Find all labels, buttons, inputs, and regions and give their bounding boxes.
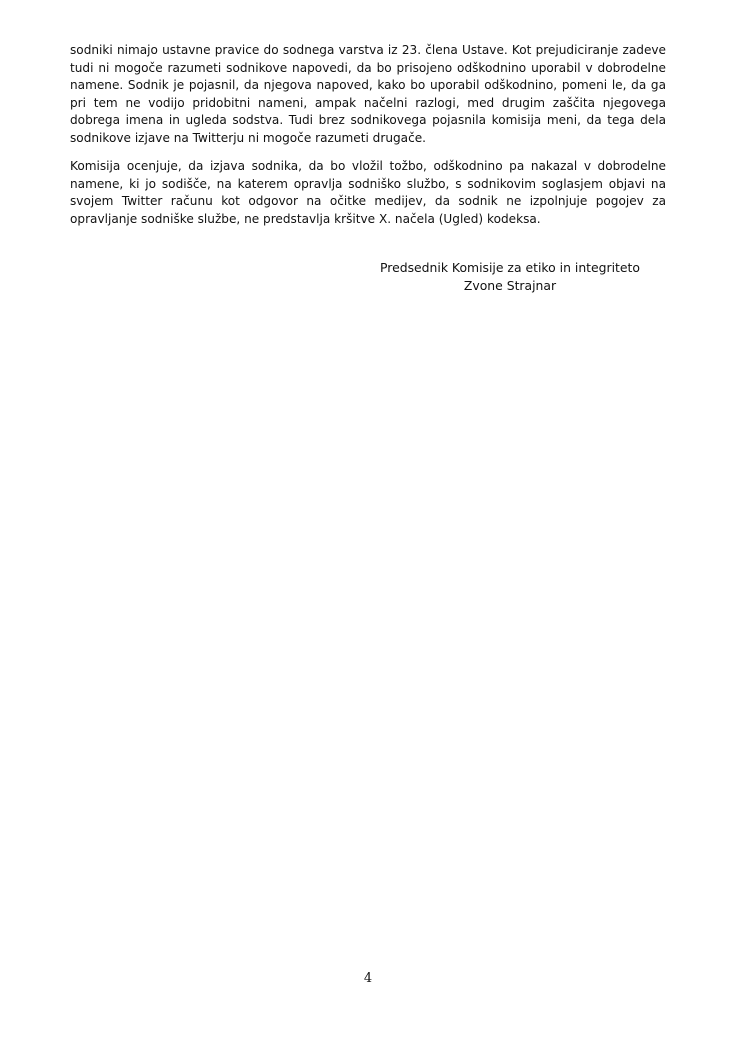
body-paragraph: sodniki nimajo ustavne pravice do sodnega varstva iz 23. člena Ustave. Kot prejudiciranje zadeve tudi ni mogoče razumeti sodnikove napovedi, da bo prisojeno odškodnino uporabil v dobrodelne namene. Sodnik je pojasnil, da njegova napoved, kako bo uporabil odškodnino, pomeni le, da ga pri tem ne vodijo pridobitni nameni, ampak načelni razlogi, med drugim zaščita njegovega dobrega imena in ugleda sodstva. Tudi brez sodnikovega pojasnila komisija meni, da tega dela sodnikove izjave na Twitterju ni mogoče razumeti drugače. [70,43,666,145]
page-number: 4 [363,971,373,986]
signature-title: Predsednik Komisije za etiko in integriteto [380,260,640,275]
body-paragraph: Komisija ocenjuje, da izjava sodnika, da bo vložil tožbo, odškodnino pa nakazal v dobrodelne namene, ki jo sodišče, na katerem opravlja sodniško službo, s sodnikovim soglasjem objavi na svojem Twitter računu kot odgovor na očitke medijev, da sodnik ne izpolnjuje pogojev za opravljanje sodniške službe, ne predstavlja kršitve X. načela (Ugled) kodeksa. [70,159,666,226]
signature-name: Zvone Strajnar [463,277,557,293]
signature-block [300,259,720,294]
